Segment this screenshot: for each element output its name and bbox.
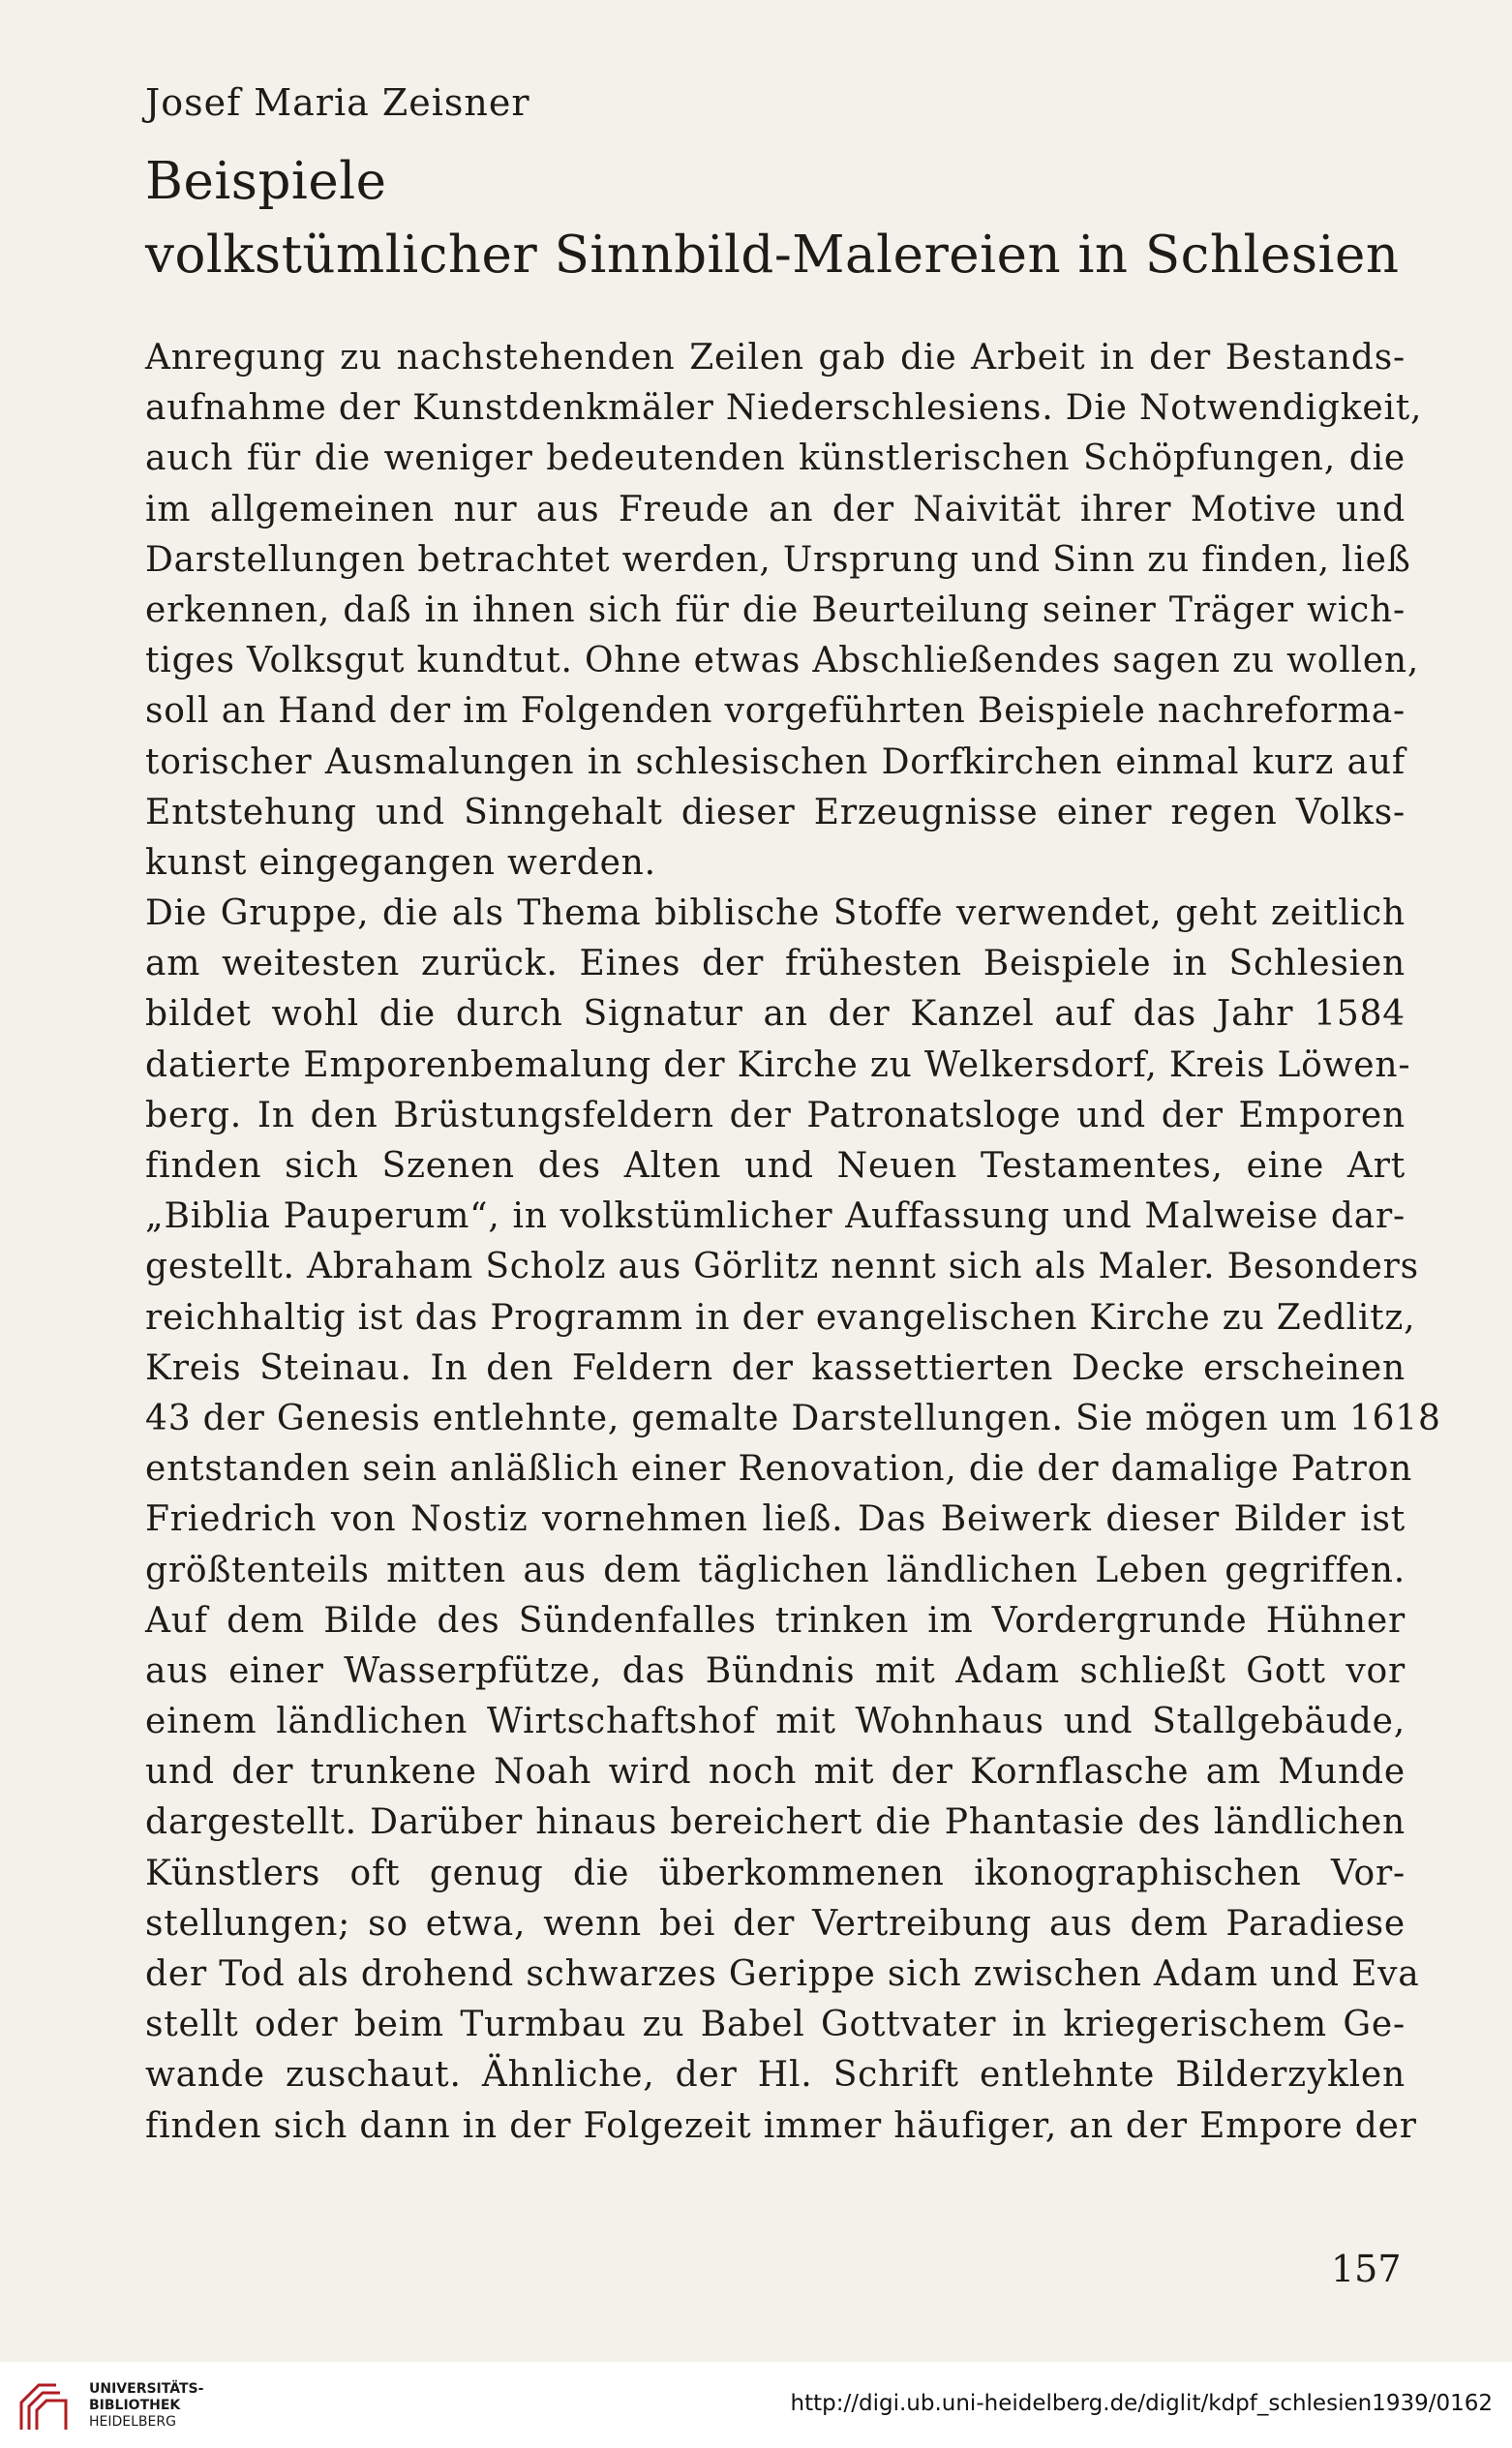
text-line: auch für die weniger bedeutenden künstlerischen Schöpfungen, die bbox=[145, 438, 1406, 479]
text-line: tiges Volksgut kundtut. Ohne etwas Abschließendes sagen zu wollen, bbox=[145, 641, 1420, 681]
text-line: Darstellungen betrachtet werden, Ursprung und Sinn zu finden, ließ bbox=[145, 539, 1411, 580]
text-line: 43 der Genesis entlehnte, gemalte Darstellungen. Sie mögen um 1618 bbox=[145, 1398, 1441, 1438]
text-line: stellungen; so etwa, wenn bei der Vertreibung aus dem Paradiese bbox=[145, 1903, 1406, 1944]
title-line: volkstümlicher Sinnbild-Malereien in Schlesien bbox=[145, 226, 1400, 285]
text-line: Friedrich von Nostiz vornehmen ließ. Das Beiwerk dieser Bilder ist bbox=[145, 1499, 1406, 1540]
article-title bbox=[145, 145, 1399, 292]
library-name-line: BIBLIOTHEK bbox=[89, 2398, 181, 2413]
author-name: Josef Maria Zeisner bbox=[145, 81, 530, 124]
text-line: wande zuschaut. Ähnliche, der Hl. Schrift entlehnte Bilderzyklen bbox=[145, 2055, 1406, 2096]
text-line: einem ländlichen Wirtschaftshof mit Wohnhaus und Stallgebäude, bbox=[145, 1702, 1406, 1742]
text-line: Anregung zu nachstehenden Zeilen gab die Arbeit in der Bestands- bbox=[145, 338, 1406, 378]
text-line: „Biblia Pauperum“, in volkstümlicher Auffassung und Malweise dar- bbox=[145, 1196, 1406, 1237]
title-line: Beispiele bbox=[145, 152, 387, 211]
text-line: erkennen, daß in ihnen sich für die Beurteilung seiner Träger wich- bbox=[145, 589, 1406, 630]
university-library-logo-icon bbox=[17, 2381, 74, 2433]
text-line: bildet wohl die durch Signatur an der Kanzel auf das Jahr 1584 bbox=[145, 994, 1406, 1035]
text-line: berg. In den Brüstungsfeldern der Patronatsloge und der Emporen bbox=[145, 1095, 1406, 1135]
text-line: finden sich dann in der Folgezeit immer häufiger, an der Empore der bbox=[145, 2105, 1417, 2146]
text-line: entstanden sein anläßlich einer Renovation, die der damalige Patron bbox=[145, 1449, 1413, 1490]
text-line: gestellt. Abraham Scholz aus Görlitz nennt sich als Maler. Besonders bbox=[145, 1247, 1419, 1287]
text-line: am weitesten zurück. Eines der frühesten Beispiele in Schlesien bbox=[145, 944, 1406, 984]
text-line: im allgemeinen nur aus Freude an der Naivität ihrer Motive und bbox=[145, 489, 1406, 529]
text-line: datierte Emporenbemalung der Kirche zu Welkersdorf, Kreis Löwen- bbox=[145, 1044, 1411, 1085]
text-line: Auf dem Bilde des Sündenfalles trinken im Vordergrunde Hühner bbox=[145, 1600, 1406, 1641]
text-line: und der trunkene Noah wird noch mit der Kornflasche am Munde bbox=[145, 1752, 1406, 1793]
text-line: finden sich Szenen des Alten und Neuen Testamentes, eine Art bbox=[145, 1146, 1406, 1186]
text-line: stellt oder beim Turmbau zu Babel Gottvater in kriegerischem Ge- bbox=[145, 2005, 1406, 2045]
text-line: torischer Ausmalungen in schlesischen Dorfkirchen einmal kurz auf bbox=[145, 741, 1406, 782]
text-line: reichhaltig ist das Programm in der evangelischen Kirche zu Zedlitz, bbox=[145, 1297, 1416, 1338]
text-line: dargestellt. Darüber hinaus bereichert die Phantasie des ländlichen bbox=[145, 1802, 1406, 1843]
body-text bbox=[145, 333, 1441, 2152]
logo-strokes bbox=[21, 2385, 66, 2430]
text-line: größtenteils mitten aus dem täglichen ländlichen Leben gegriffen. bbox=[145, 1550, 1406, 1590]
text-line: Die Gruppe, die als Thema biblische Stoffe verwendet, geht zeitlich bbox=[145, 893, 1406, 934]
library-name bbox=[89, 2381, 203, 2431]
text-line: Kreis Steinau. In den Feldern der kassettierten Decke erscheinen bbox=[145, 1347, 1406, 1388]
text-line: Entstehung und Sinngehalt dieser Erzeugnisse einer regen Volks- bbox=[145, 792, 1406, 832]
text-line: soll an Hand der im Folgenden vorgeführten Beispiele nachreforma- bbox=[145, 691, 1406, 732]
library-name-line: HEIDELBERG bbox=[89, 2414, 176, 2430]
text-line: Künstlers oft genug die überkommenen ikonographischen Vor- bbox=[145, 1853, 1406, 1893]
text-line: aus einer Wasserpfütze, das Bündnis mit Adam schließt Gott vor bbox=[145, 1650, 1406, 1691]
source-url-link[interactable]: http://digi.ub.uni-heidelberg.de/diglit/kdpf_schlesien1939/0162 bbox=[790, 2391, 1493, 2416]
text-line: der Tod als drohend schwarzes Gerippe sich zwischen Adam und Eva bbox=[145, 1954, 1420, 1994]
library-footer bbox=[0, 2362, 1512, 2448]
page-number: 157 bbox=[1331, 2248, 1402, 2290]
library-name-line: UNIVERSITÄTS- bbox=[89, 2381, 204, 2397]
text-line: kunst eingegangen werden. bbox=[145, 842, 656, 883]
text-line: aufnahme der Kunstdenkmäler Niederschlesiens. Die Notwendigkeit, bbox=[145, 388, 1423, 429]
